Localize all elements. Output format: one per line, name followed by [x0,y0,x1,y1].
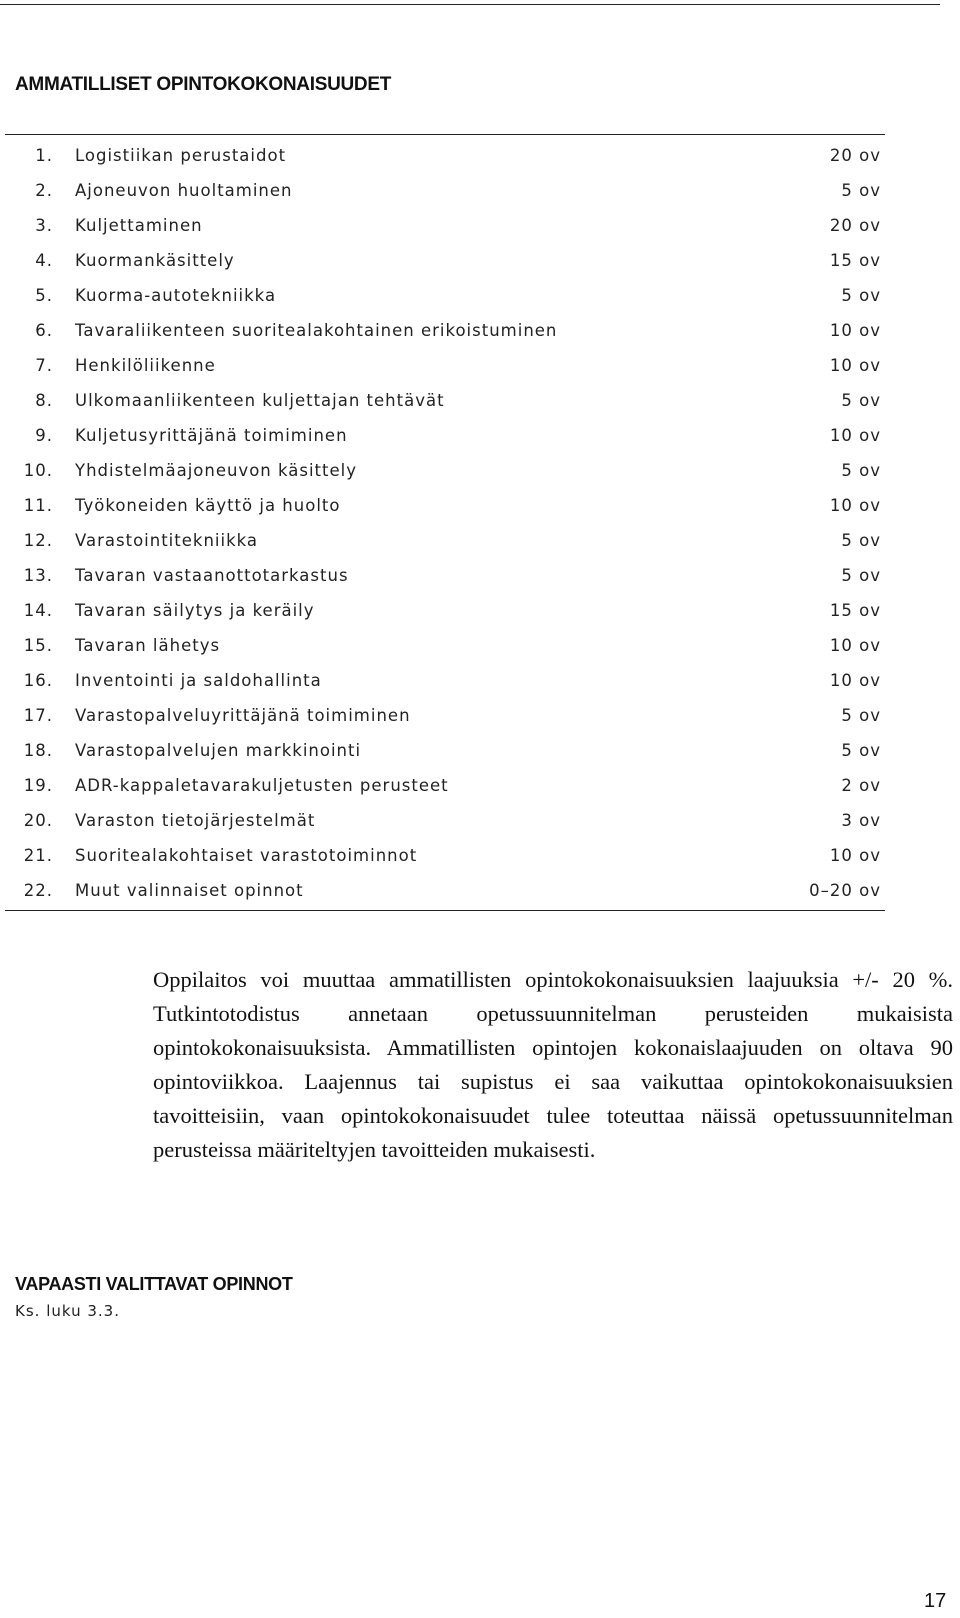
course-row [5,173,885,208]
optional-studies-heading: VAPAASTI VALITTAVAT OPINNOT [15,1274,293,1294]
course-row [5,733,885,768]
course-number: 22. [23,881,53,900]
course-row [5,313,885,348]
course-name: Yhdistelmäajoneuvon käsittely [75,461,357,480]
course-row [5,418,885,453]
course-name: Varaston tietojärjestelmät [75,811,316,830]
course-number: 17. [23,706,53,725]
course-row [5,488,885,523]
course-name: Tavaran vastaanottotarkastus [75,566,349,585]
course-credits: 20 ov [829,216,881,235]
course-table [5,134,885,911]
course-credits: 5 ov [841,706,881,725]
course-name: Tavaraliikenteen suoritealakohtainen erikoistuminen [75,321,558,340]
course-number: 10. [23,461,53,480]
course-credits: 10 ov [829,496,881,515]
course-name: Ulkomaanliikenteen kuljettajan tehtävät [75,391,445,410]
course-name: Henkilöliikenne [75,356,216,375]
course-name: Varastopalveluyrittäjänä toimiminen [75,706,411,725]
course-credits: 15 ov [829,601,881,620]
course-credits: 10 ov [829,356,881,375]
course-name: Kuljetusyrittäjänä toimiminen [75,426,348,445]
course-number: 18. [23,741,53,760]
course-row [5,278,885,313]
course-number: 14. [23,601,53,620]
course-number: 7. [35,356,53,375]
course-number: 8. [35,391,53,410]
course-number: 21. [23,846,53,865]
course-row [5,558,885,593]
course-credits: 5 ov [841,391,881,410]
course-credits: 3 ov [841,811,881,830]
course-credits: 10 ov [829,636,881,655]
course-number: 3. [35,216,53,235]
course-credits: 5 ov [841,286,881,305]
course-number: 5. [35,286,53,305]
course-credits: 0–20 ov [809,881,881,900]
course-row [5,698,885,733]
course-row [5,628,885,663]
optional-studies-note: Ks. luku 3.3. [15,1302,120,1320]
course-name: Inventointi ja saldohallinta [75,671,322,690]
course-number: 6. [35,321,53,340]
course-number: 20. [23,811,53,830]
course-number: 19. [23,776,53,795]
course-number: 9. [35,426,53,445]
course-row [5,663,885,698]
course-row [5,523,885,558]
course-credits: 5 ov [841,531,881,550]
course-name: Kuormankäsittely [75,251,235,270]
course-credits: 2 ov [841,776,881,795]
course-row [5,383,885,418]
course-name: Työkoneiden käyttö ja huolto [75,496,341,515]
course-name: Muut valinnaiset opinnot [75,881,304,900]
course-credits: 10 ov [829,671,881,690]
course-row [5,838,885,873]
course-name: Ajoneuvon huoltaminen [75,181,293,200]
course-credits: 5 ov [841,741,881,760]
course-name: Tavaran säilytys ja keräily [75,601,315,620]
course-row [5,803,885,838]
course-name: Kuorma-autotekniikka [75,286,277,305]
course-row [5,243,885,278]
course-credits: 10 ov [829,426,881,445]
course-number: 16. [23,671,53,690]
course-row [5,348,885,383]
course-name: Kuljettaminen [75,216,203,235]
body-paragraph: Oppilaitos voi muuttaa ammatillisten opintokokonaisuuksien laajuuksia +/- 20 %. Tutkintotodistus annetaan opetussuunnitelman perusteiden mukaisista opintokokonaisuuksista. Ammatillisten opintojen kokonaislaajuuden on oltava 90 opintoviikkoa. Laajennus tai supistus ei saa vaikuttaa opintokokonaisuuksien tavoitteisiin, vaan opintokokonaisuudet tulee toteuttaa näissä opetussuunnitelman perusteissa määriteltyjen tavoitteiden mukaisesti. [153,967,953,1162]
course-row [5,208,885,243]
course-credits: 5 ov [841,566,881,585]
course-row [5,593,885,628]
course-number: 2. [35,181,53,200]
course-name: Varastopalvelujen markkinointi [75,741,362,760]
course-number: 12. [23,531,53,550]
course-name: Varastointitekniikka [75,531,259,550]
course-credits: 20 ov [829,146,881,165]
course-row [5,453,885,488]
course-credits: 5 ov [841,461,881,480]
course-name: ADR-kappaletavarakuljetusten perusteet [75,776,449,795]
course-row [5,138,885,173]
course-row [5,873,885,908]
course-number: 1. [35,146,53,165]
course-credits: 5 ov [841,181,881,200]
course-name: Logistiikan perustaidot [75,146,287,165]
page-number: 17 [924,1590,947,1612]
top-rule [0,4,940,5]
course-number: 4. [35,251,53,270]
course-credits: 10 ov [829,321,881,340]
section-heading: AMMATILLISET OPINTOKOKONAISUUDET [15,74,392,95]
course-name: Suoritealakohtaiset varastotoiminnot [75,846,418,865]
course-credits: 10 ov [829,846,881,865]
course-number: 11. [23,496,53,515]
course-row [5,768,885,803]
course-number: 15. [23,636,53,655]
course-name: Tavaran lähetys [75,636,221,655]
course-credits: 15 ov [829,251,881,270]
course-number: 13. [23,566,53,585]
